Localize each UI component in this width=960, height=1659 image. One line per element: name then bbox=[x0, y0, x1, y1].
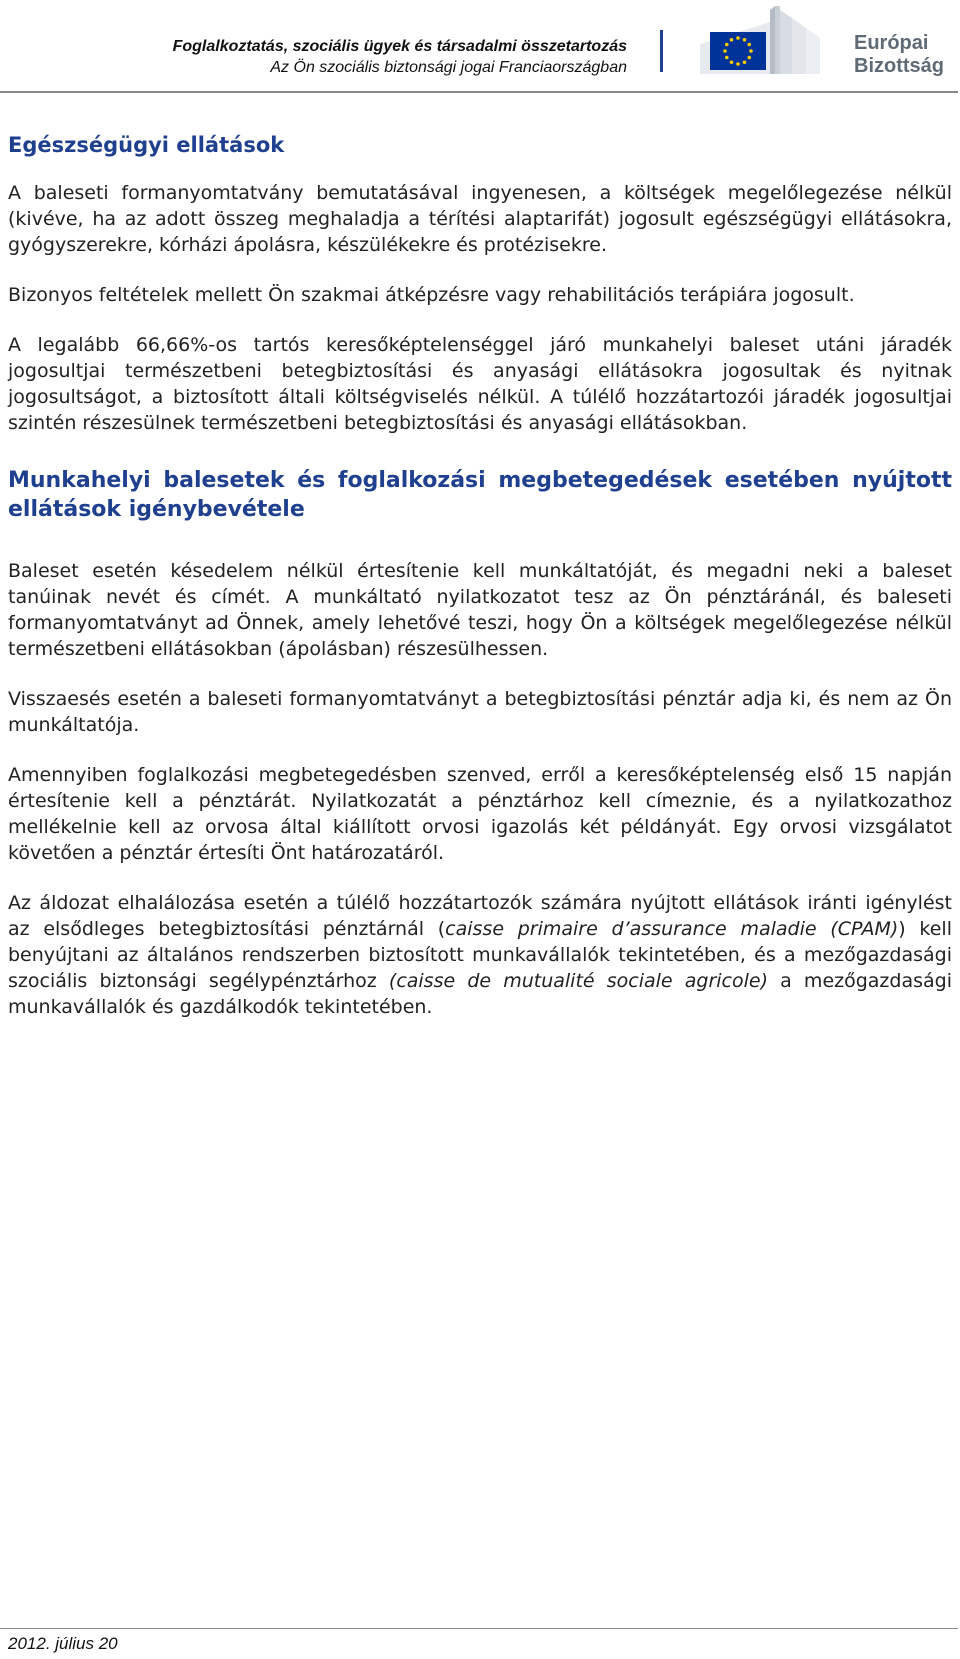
header-subtitle: Az Ön szociális biztonsági jogai Franciaországban bbox=[270, 59, 627, 76]
paragraph: A baleseti formanyomtatvány bemutatásával ingyenesen, a költségek megelőlegezése nélkül (kivéve, ha az adott összeg meghaladja a térítési alaptarifát) jogosult egészségügyi ellátásokra, gyógyszerekre, kórházi ápolásra, készülékekre és protézisekre. bbox=[8, 182, 952, 256]
ec-building-icon bbox=[680, 4, 850, 84]
star-icon bbox=[723, 49, 727, 53]
star-icon bbox=[736, 62, 740, 66]
page-header bbox=[0, 0, 960, 92]
star-icon bbox=[743, 38, 747, 42]
star-icon bbox=[725, 43, 729, 47]
header-divider bbox=[660, 30, 663, 72]
header-text bbox=[173, 36, 627, 78]
star-icon bbox=[736, 36, 740, 40]
star-icon bbox=[747, 56, 751, 60]
document-body bbox=[8, 132, 952, 1044]
section-heading-claiming-benefits: Munkahelyi balesetek és foglalkozási megbetegedések esetében nyújtott ellátások igénybevétele bbox=[8, 468, 952, 522]
text-span: a mezőgazdasági munkavállalók és gazdálkodók tekintetében. bbox=[8, 970, 952, 1018]
star-icon bbox=[730, 38, 734, 42]
paragraph-survivors bbox=[8, 890, 952, 1020]
text-span: ) kell benyújtani az általános rendszerben biztosított munkavállalók tekintetében, és a mezőgazdasági szociális biztonsági segélypénztárhoz bbox=[8, 918, 952, 992]
italic-term-msa: (caisse de mutualité sociale agricole) bbox=[388, 970, 768, 992]
star-icon bbox=[725, 56, 729, 60]
text-span: Az áldozat elhalálozása esetén a túlélő hozzátartozók számára nyújtott ellátások iránti igénylést az elsődleges betegbiztosítási pénztárnál ( bbox=[8, 892, 952, 940]
section-heading-health-care: Egészségügyi ellátások bbox=[8, 133, 285, 157]
paragraph: Amennyiben foglalkozási megbetegedésben szenved, erről a keresőképtelenség első 15 napján értesítenie kell a pénztárát. Nyilatkozatát a pénztárhoz kell címeznie, és a nyilatkozathoz mellékelnie kell az orvosa által kiállított orvosi igazolás két példányát. Egy orvosi vizsgálatot követően a pénztár értesíti Önt határozatáról. bbox=[8, 764, 952, 864]
logo-text-line2: Bizottság bbox=[854, 55, 944, 77]
footer-date: 2012. július 20 bbox=[8, 1634, 118, 1653]
paragraph: Visszaesés esetén a baleseti formanyomtatványt a betegbiztosítási pénztár adja ki, és nem az Ön munkáltatója. bbox=[8, 688, 952, 736]
paragraph: Bizonyos feltételek mellett Ön szakmai átképzésre vagy rehabilitációs terápiára jogosult. bbox=[8, 284, 855, 306]
paragraph: Baleset esetén késedelem nélkül értesítenie kell munkáltatóját, és megadni neki a baleset tanúinak nevét és címét. A munkáltató nyilatkozatot tesz az Ön pénztáránál, és baleseti formanyomtatványt ad Önnek, amely lehetővé teszi, hogy Ön a költségek megelőlegezése nélkül természetbeni ellátásokban (ápolásban) részesülhessen. bbox=[8, 560, 952, 660]
star-icon bbox=[730, 60, 734, 64]
european-commission-logo bbox=[680, 4, 960, 84]
paragraph: A legalább 66,66%-os tartós keresőképtelenséggel járó munkahelyi baleset utáni járadék jogosultjai természetbeni betegbiztosítási és anyasági ellátásokra jogosultak és nyitnak jogosultságot, a biztosított általi költségviselés nélkül. A túlélő hozzátartozói járadék jogosultjai szintén részesülnek természetbeni betegbiztosítási és anyasági ellátásokban. bbox=[8, 334, 952, 434]
star-icon bbox=[747, 43, 751, 47]
star-icon bbox=[749, 49, 753, 53]
italic-term-cpam: caisse primaire d’assurance maladie (CPAM) bbox=[445, 918, 899, 940]
star-icon bbox=[743, 60, 747, 64]
header-title: Foglalkoztatás, szociális ügyek és társadalmi összetartozás bbox=[172, 38, 627, 55]
footer-rule bbox=[0, 1628, 958, 1629]
header-rule bbox=[0, 91, 958, 93]
logo-text-line1: Európai bbox=[854, 32, 929, 54]
logo-text bbox=[854, 32, 944, 78]
